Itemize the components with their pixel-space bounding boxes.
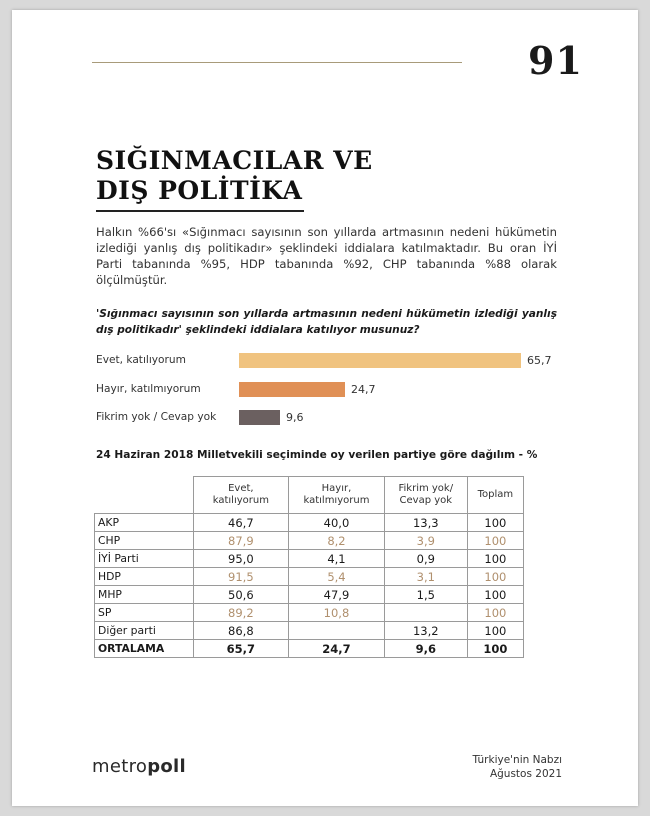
table-total-row [95, 640, 524, 658]
bar-value-label: 24,7 [351, 383, 376, 396]
survey-question: 'Sığınmacı sayısının son yıllarda artmasının nedeni hükümetin izlediği yanlış dış politikadır' şeklindeki iddialara katılıyor musunuz? [96, 308, 557, 336]
party-cell: Diğer parti [95, 622, 194, 640]
header-hayir-l2: katılmıyorum [303, 495, 370, 506]
page-number: 91 [528, 38, 583, 83]
table-row [95, 604, 524, 622]
evet-cell: 86,8 [193, 622, 288, 640]
table-row [95, 568, 524, 586]
party-cell: MHP [95, 586, 194, 604]
bar-row [96, 382, 566, 398]
party-cell: CHP [95, 532, 194, 550]
bar-value-label: 65,7 [527, 354, 552, 367]
table-header-fikrim [384, 477, 467, 514]
title-underline [96, 210, 304, 212]
toplam-cell: 100 [467, 640, 523, 658]
fikrim-cell: 3,9 [384, 532, 467, 550]
table-row [95, 550, 524, 568]
bar [239, 353, 521, 368]
toplam-cell: 100 [467, 514, 523, 532]
evet-cell: 87,9 [193, 532, 288, 550]
table-row [95, 514, 524, 532]
table-header-toplam: Toplam [467, 477, 523, 514]
bar-row [96, 353, 566, 369]
bar-label: Hayır, katılmıyorum [96, 383, 201, 395]
hayir-cell: 10,8 [289, 604, 385, 622]
hayir-cell: 5,4 [289, 568, 385, 586]
section-title-line-1: SIĞINMACILAR VE [96, 146, 373, 175]
fikrim-cell: 3,1 [384, 568, 467, 586]
table-title: 24 Haziran 2018 Milletvekili seçiminde oy verilen partiye göre dağılım - % [96, 449, 538, 461]
hayir-cell: 40,0 [289, 514, 385, 532]
toplam-cell: 100 [467, 622, 523, 640]
evet-cell: 46,7 [193, 514, 288, 532]
table-row [95, 586, 524, 604]
brand-bold: poll [147, 756, 186, 777]
party-cell: ORTALAMA [95, 640, 194, 658]
section-title-line-2: DIŞ POLİTİKA [96, 176, 303, 205]
hayir-cell: 47,9 [289, 586, 385, 604]
fikrim-cell: 9,6 [384, 640, 467, 658]
table-header-hayir [289, 477, 385, 514]
party-cell: SP [95, 604, 194, 622]
toplam-cell: 100 [467, 532, 523, 550]
bar [239, 382, 345, 397]
header-fikrim-l1: Fikrim yok/ [398, 483, 454, 494]
section-title [96, 146, 416, 206]
table-header-row [95, 477, 524, 514]
hayir-cell [289, 622, 385, 640]
table-header-evet [193, 477, 288, 514]
party-breakdown-table [94, 476, 524, 658]
toplam-cell: 100 [467, 604, 523, 622]
hayir-cell: 8,2 [289, 532, 385, 550]
fikrim-cell: 13,2 [384, 622, 467, 640]
header-hayir-l1: Hayır, [321, 483, 352, 494]
hayir-cell: 4,1 [289, 550, 385, 568]
intro-paragraph: Halkın %66'sı «Sığınmacı sayısının son yıllarda artmasının nedeni hükümetin izlediği yanlış dış politikadır» şeklindeki iddialara katılmaktadır. Bu oran İYİ Parti tabanında %95, HDP tabanında %92, CHP tabanında %88 olarak ölçülmüştür. [96, 225, 557, 287]
party-cell: AKP [95, 514, 194, 532]
report-date: Ağustos 2021 [489, 768, 562, 780]
fikrim-cell: 1,5 [384, 586, 467, 604]
report-name: Türkiye'nin Nabzı [472, 754, 562, 766]
evet-cell: 89,2 [193, 604, 288, 622]
bar-row [96, 410, 566, 426]
fikrim-cell: 0,9 [384, 550, 467, 568]
party-cell: HDP [95, 568, 194, 586]
evet-cell: 65,7 [193, 640, 288, 658]
toplam-cell: 100 [467, 568, 523, 586]
report-info [432, 753, 562, 781]
toplam-cell: 100 [467, 586, 523, 604]
metropoll-logo [92, 756, 186, 777]
table-row [95, 622, 524, 640]
report-page [12, 10, 638, 806]
fikrim-cell: 13,3 [384, 514, 467, 532]
toplam-cell: 100 [467, 550, 523, 568]
bar-label: Fikrim yok / Cevap yok [96, 411, 217, 423]
brand-light: metro [92, 756, 148, 777]
bar-label: Evet, katılıyorum [96, 354, 186, 366]
bar-value-label: 9,6 [286, 411, 304, 424]
header-evet-l1: Evet, [228, 483, 254, 494]
table-row [95, 532, 524, 550]
party-cell: İYİ Parti [95, 550, 194, 568]
header-rule [92, 62, 462, 63]
hayir-cell: 24,7 [289, 640, 385, 658]
evet-cell: 91,5 [193, 568, 288, 586]
evet-cell: 50,6 [193, 586, 288, 604]
fikrim-cell [384, 604, 467, 622]
evet-cell: 95,0 [193, 550, 288, 568]
header-fikrim-l2: Cevap yok [399, 495, 453, 506]
bar [239, 410, 280, 425]
table-header-party [95, 477, 194, 514]
header-evet-l2: katılıyorum [212, 495, 269, 506]
